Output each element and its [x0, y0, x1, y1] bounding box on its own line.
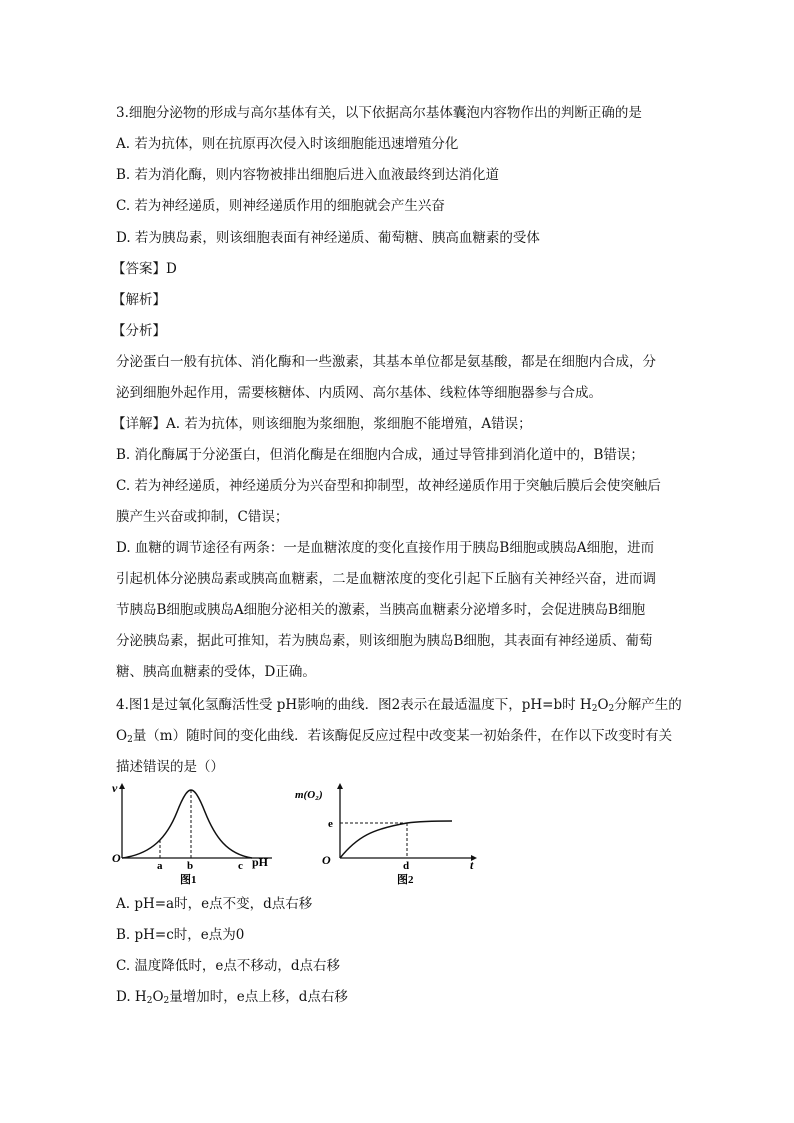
- q3-detail-line-8: 分泌胰岛素，据此可推知，若为胰岛素，则该细胞为胰岛B细胞，其表面有神经递质、葡萄: [116, 633, 653, 649]
- q3-detail-line-6: 引起机体分泌胰岛素或胰高血糖素，二是血糖浓度的变化引起下丘脑有关神经兴奋，进而调: [116, 571, 656, 587]
- q3-detail-line-5: D. 血糖的调节途径有两条：一是血糖浓度的变化直接作用于胰岛B细胞或胰岛A细胞，进而: [116, 540, 655, 556]
- fig2-x-label: t: [470, 858, 474, 872]
- q4-option-a: A. pH=a时，e点不变，d点右移: [116, 896, 313, 912]
- fig1-y-arrow: [119, 783, 125, 789]
- q4-option-d-text: D. H: [116, 989, 147, 1005]
- q3-fenxi-heading: 【分析】: [112, 323, 166, 339]
- fig1-x-label: pH: [252, 855, 269, 869]
- q3-option-b: B. 若为消化酶，则内容物被排出细胞后进入血液最终到达消化道: [116, 167, 500, 183]
- fig2-time-label: d: [403, 860, 410, 872]
- fig1-tick-c: c: [238, 860, 243, 872]
- q3-detail-line-4: 膜产生兴奋或抑制，C错误；: [116, 509, 289, 525]
- fig1-origin: O: [112, 851, 121, 865]
- q4-stem-text: 量（m）随时间的变化曲线．若该酶促反应过程中改变某一初始条件，在作以下改变时有关: [132, 728, 673, 744]
- q3-fenxi-line-1: 分泌蛋白一般有抗体、消化酶和一些激素，其基本单位都是氨基酸，都是在细胞内合成，分: [116, 354, 656, 370]
- fig2-level-label: e: [328, 818, 333, 830]
- q3-stem: 3.细胞分泌物的形成与高尔基体有关，以下依据高尔基体囊泡内容物作出的判断正确的是: [116, 105, 642, 121]
- q4-stem-text: 分解产生的: [614, 697, 682, 713]
- q3-detail-line-9: 糖、胰高血糖素的受体，D正确。: [116, 664, 316, 680]
- subscript: 2: [146, 996, 153, 1006]
- q3-analysis-heading: 【解析】: [112, 292, 166, 308]
- q4-stem-text: 4.图1是过氧化氢酶活性受 pH影响的曲线．图2表示在最适温度下，pH=b时 H: [116, 697, 592, 713]
- q4-stem-line-2: [116, 726, 672, 746]
- q3-answer: 【答案】D: [112, 261, 177, 277]
- figure-1: [112, 782, 272, 886]
- q3-detail-line-1: 【详解】A. 若为抗体，则该细胞为浆细胞，浆细胞不能增殖，A错误；: [112, 416, 532, 432]
- subscript: 2: [127, 735, 133, 745]
- fig1-y-label: v: [112, 782, 118, 795]
- q4-figures: [112, 782, 492, 892]
- subscript: 2: [163, 996, 170, 1006]
- q3-detail-line-3: C. 若为神经递质，神经递质分为兴奋型和抑制型，故神经递质作用于突触后膜后会使突触后: [116, 478, 661, 494]
- q4-stem-line-3: 描述错误的是（）: [116, 759, 224, 775]
- q3-fenxi-line-2: 泌到细胞外起作用，需要核糖体、内质网、高尔基体、线粒体等细胞器参与合成。: [116, 385, 602, 401]
- fig2-y-arrow: [337, 783, 343, 789]
- q3-detail-line-2: B. 消化酶属于分泌蛋白，但消化酶是在细胞内合成，通过导管排到消化道中的，B错误；: [116, 447, 644, 463]
- fig1-caption: 图1: [180, 874, 197, 886]
- q4-stem-line-1: [116, 695, 682, 715]
- fig2-curve: [340, 821, 452, 858]
- q3-option-d: D. 若为胰岛素，则该细胞表面有神经递质、葡萄糖、胰高血糖素的受体: [116, 230, 540, 246]
- fig1-tick-b: b: [187, 860, 194, 872]
- q4-option-d: [116, 987, 348, 1007]
- fig2-caption: 图2: [397, 874, 414, 886]
- fig2-y-label: m(O₂): [295, 789, 323, 801]
- q3-detail-line-7: 节胰岛B细胞或胰岛A细胞分泌相关的激素，当胰高血糖素分泌增多时，会促进胰岛B细胞: [116, 602, 646, 618]
- q4-option-d-text: 量增加时，e点上移，d点右移: [169, 989, 348, 1005]
- q4-stem-text: O: [597, 697, 609, 713]
- q3-option-a: A. 若为抗体，则在抗原再次侵入时该细胞能迅速增殖分化: [116, 136, 459, 152]
- fig2-origin: O: [322, 853, 331, 867]
- q4-stem-text: O: [116, 728, 128, 744]
- fig1-curve: [122, 790, 252, 858]
- q4-option-c: C. 温度降低时，e点不移动，d点右移: [116, 958, 341, 974]
- subscript: 2: [591, 704, 598, 714]
- q4-option-b: B. pH=c时，e点为0: [116, 927, 245, 943]
- subscript: 2: [608, 704, 615, 714]
- q3-option-c: C. 若为神经递质，则神经递质作用的细胞就会产生兴奋: [116, 198, 445, 214]
- q4-option-d-text: O: [152, 989, 164, 1005]
- figure-2: [295, 783, 477, 886]
- fig1-tick-a: a: [157, 860, 163, 872]
